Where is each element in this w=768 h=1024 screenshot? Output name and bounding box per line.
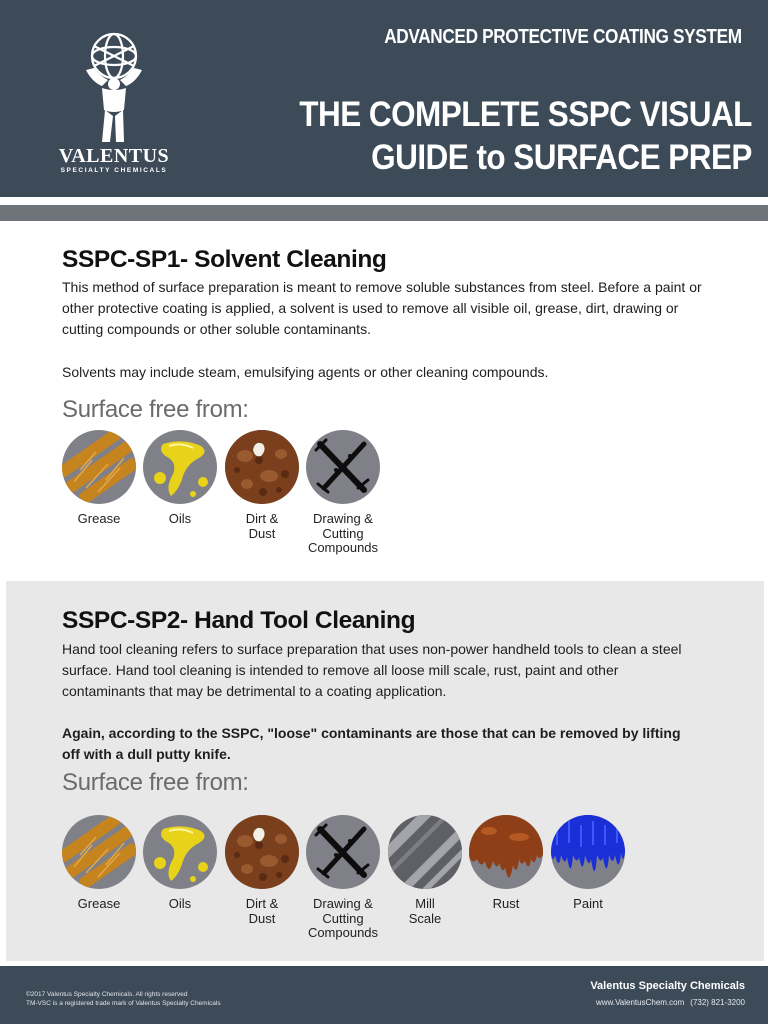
section-title: SSPC-SP1- Solvent Cleaning (62, 246, 387, 273)
item-label: Dirt & Dust (245, 896, 279, 926)
title-line-1: THE COMPLETE SSPC VISUAL (299, 95, 752, 134)
copyright-line: ©2017 Valentus Specialty Chemicals. All rights reserved (26, 991, 188, 998)
valentus-logo (52, 30, 176, 180)
surface-free-heading: Surface free from: (62, 396, 249, 423)
item-label: Paint (573, 896, 603, 911)
item-label: Drawing & Cutting Compounds (307, 896, 379, 940)
trademark-line: TM-VSC is a registered trade mark of Valentus Specialty Chemicals (26, 1000, 221, 1007)
oils-icon (143, 430, 217, 504)
title-line-2: GUIDE to SURFACE PREP (371, 138, 752, 177)
dirt-dust-icon (225, 430, 299, 504)
oils-icon (143, 815, 217, 889)
copyright (26, 990, 221, 1008)
item-label: Drawing & Cutting Compounds (307, 511, 379, 555)
dirt-dust-icon (225, 815, 299, 889)
header-banner (0, 0, 768, 197)
item-label: Oils (168, 896, 192, 911)
item-label: Oils (168, 511, 192, 526)
phone-number: (732) 821-3200 (690, 998, 745, 1007)
atlas-globe-icon (78, 30, 150, 145)
footer (0, 966, 768, 1024)
section-note: Solvents may include steam, emulsifying agents or other cleaning compounds. (62, 364, 549, 380)
item-label: Mill Scale (408, 896, 442, 926)
header-tagline: ADVANCED PROTECTIVE COATING SYSTEM (384, 26, 742, 48)
item-label: Rust (492, 896, 520, 911)
footer-company: Valentus Specialty Chemicals (590, 980, 745, 992)
brand-subtitle: SPECIALTY CHEMICALS (60, 167, 168, 174)
paint-icon (551, 815, 625, 889)
rust-icon (469, 815, 543, 889)
grease-icon (62, 430, 136, 504)
mill-scale-icon (388, 815, 462, 889)
section-sp2 (6, 581, 764, 961)
section-note: Again, according to the SSPC, "loose" contaminants are those that can be removed by lifting off with a dull putty knife. (62, 725, 681, 762)
section-description: Hand tool cleaning refers to surface preparation that uses non-power handheld tools to clean a steel surface. Hand tool cleaning is intended to remove all loose mill scale, rust, paint and other contaminants that may be detrimental to a coating application. (62, 641, 682, 699)
item-label: Grease (77, 896, 121, 911)
item-label: Grease (77, 511, 121, 526)
section-title: SSPC-SP2- Hand Tool Cleaning (62, 607, 416, 634)
drawing-cutting-compounds-icon (306, 815, 380, 889)
surface-free-heading: Surface free from: (62, 769, 249, 796)
divider-bar (0, 205, 768, 221)
section-sp1 (6, 222, 764, 578)
item-label: Dirt & Dust (245, 511, 279, 541)
section-description: This method of surface preparation is meant to remove soluble substances from steel. Before a paint or other protective coating is applied, a solvent is used to remove all visible oil, grease, dirt, drawing or cutting compounds or other soluble contaminants. (62, 279, 702, 337)
website-link[interactable]: www.ValentusChem.com (595, 998, 685, 1007)
page-title (299, 93, 752, 179)
grease-icon (62, 815, 136, 889)
footer-contact (590, 998, 745, 1007)
brand-name: VALENTUS (58, 145, 170, 167)
drawing-cutting-compounds-icon (306, 430, 380, 504)
